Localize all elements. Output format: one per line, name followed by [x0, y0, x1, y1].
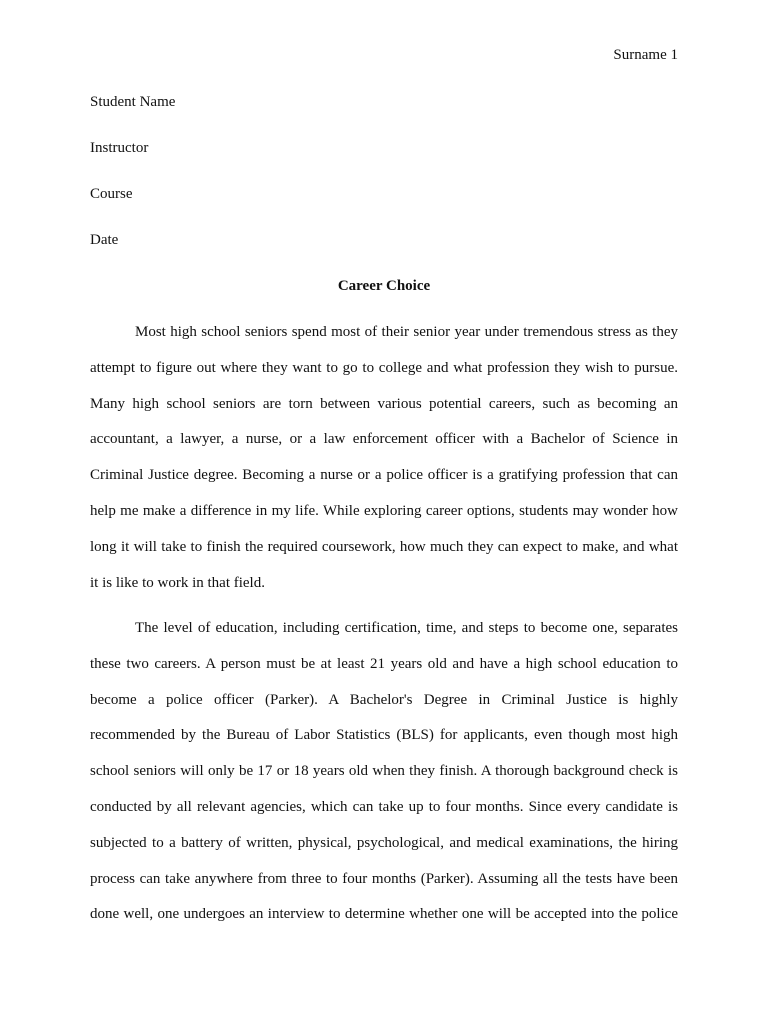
paragraph-line: attempt to figure out where they want to go to college and what profession they wish to pursue. — [90, 359, 678, 376]
paragraph-line: done well, one undergoes an interview to determine whether one will be accepted into the police — [90, 906, 678, 923]
paragraph-line: Criminal Justice degree. Becoming a nurse or a police officer is a gratifying profession that can — [90, 467, 678, 484]
essay-title: Career Choice — [337, 278, 431, 294]
paragraph-line: it is like to work in that field. — [90, 574, 265, 591]
paragraph-line: school seniors will only be 17 or 18 years old when they finish. A thorough background check is — [90, 763, 678, 780]
running-head: Surname 1 — [613, 47, 678, 63]
student-name-line: Student Name — [90, 94, 176, 110]
paragraph-line: long it will take to finish the required coursework, how much they can expect to make, and what — [90, 538, 678, 555]
paragraph-line: help me make a difference in my life. While exploring career options, students may wonder how — [90, 502, 678, 519]
paragraph-line: conducted by all relevant agencies, which can take up to four months. Since every candidate is — [90, 798, 678, 815]
date-line: Date — [90, 232, 119, 248]
paragraph-line: subjected to a battery of written, physical, psychological, and medical examinations, the hiring — [90, 834, 678, 851]
paragraph-line: accountant, a lawyer, a nurse, or a law enforcement officer with a Bachelor of Science in — [90, 431, 678, 448]
paragraph-line: recommended by the Bureau of Labor Statistics (BLS) for applicants, even though most high — [90, 727, 678, 744]
paragraph-1 — [90, 323, 678, 609]
paragraph-line: The level of education, including certification, time, and steps to become one, separates — [135, 620, 678, 636]
paragraph-2 — [90, 619, 678, 941]
paragraph-line: Most high school seniors spend most of their senior year under tremendous stress as they — [135, 324, 678, 340]
instructor-line: Instructor — [90, 140, 149, 156]
paragraph-line: become a police officer (Parker). A Bachelor's Degree in Criminal Justice is highly — [90, 691, 678, 708]
paragraph-line: process can take anywhere from three to four months (Parker). Assuming all the tests have been — [90, 870, 678, 887]
course-line: Course — [90, 186, 133, 202]
paragraph-line: these two careers. A person must be at least 21 years old and have a high school education to — [90, 655, 678, 672]
paragraph-line: Many high school seniors are torn between various potential careers, such as becoming an — [90, 395, 678, 412]
